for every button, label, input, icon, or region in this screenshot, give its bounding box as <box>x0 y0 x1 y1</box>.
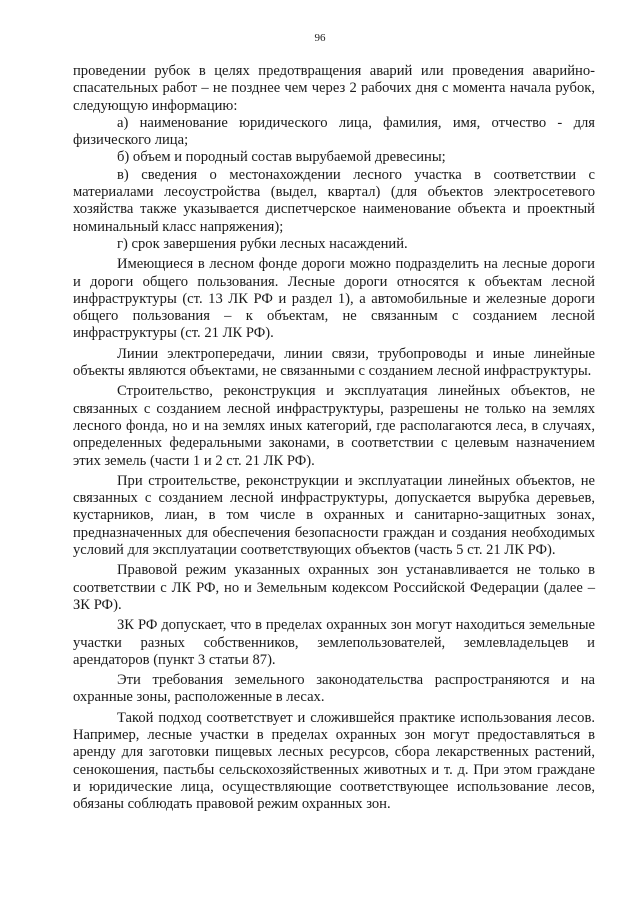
list-item-c: в) сведения о местонахождении лесного участка в соответствии с материалами лесоустройства (выдел, квартал) (для объектов электросетевого хозяйства также указывается диспетчерское наименование объекта и проектный номинальный класс напряжения); <box>73 166 595 235</box>
paragraph-roads: Имеющиеся в лесном фонде дороги можно подразделить на лесные дороги и дороги общего пользования. Лесные дороги относятся к объектам лесной инфраструктуры (ст. 13 ЛК РФ и раздел 1), а автомобильные и железные дороги общего пользования – к объектам, не связанным с созданием лесной инфраструктуры (ст. 21 ЛК РФ). <box>73 256 595 342</box>
list-item-d: г) срок завершения рубки лесных насаждений. <box>117 235 408 252</box>
paragraph-practice: Такой подход соответствует и сложившейся практике использования лесов. Например, лесные участки в пределах охранных зон могут предоставляться в аренду для заготовки пищевых лесных ресурсов, сбора лекарственных растений, сенокошения, пастьбы сельскохозяйственных животных и т. д. При этом граждане и юридические лица, осуществляющие соответствующее использование лесов, обязаны соблюдать правовой режим охранных зон. <box>73 709 595 813</box>
paragraph-continuation: проведении рубок в целях предотвращения аварий или проведения аварийно-спасательных работ – не позднее чем через 2 рабочих дня с момента начала рубок, следующую информацию: <box>73 63 595 114</box>
paragraph-land-code: ЗК РФ допускает, что в пределах охранных зон могут находиться земельные участки разных собственников, землепользователей, землевладельцев и арендаторов (пункт 3 статьи 87). <box>73 617 595 668</box>
page-body <box>73 63 595 813</box>
list-item-b: б) объем и породный состав вырубаемой древесины; <box>117 149 446 166</box>
paragraph-cutting: При строительстве, реконструкции и эксплуатации линейных объектов, не связанных с созданием лесной инфраструктуры, допускается вырубка деревьев, кустарников, лиан, в том числе в охранных и санитарно-защитных зонах, предназначенных для обеспечения безопасности граждан и создания необходимых условий для эксплуатации соответствующих объектов (часть 5 ст. 21 ЛК РФ). <box>73 472 595 559</box>
page-number: 96 <box>314 32 326 44</box>
paragraph-construction: Строительство, реконструкция и эксплуатация линейных объектов, не связанных с созданием лесной инфраструктуры, разрешены не только на землях лесного фонда, но и на землях иных категорий, где располагаются леса, в случаях, определенных федеральными законами, в соответствии с целевым назначением этих земель (части 1 и 2 ст. 21 ЛК РФ). <box>73 383 595 469</box>
paragraph-legal-regime: Правовой режим указанных охранных зон устанавливается не только в соответствии с ЛК РФ, но и Земельным кодексом Российской Федерации (далее – ЗК РФ). <box>73 562 595 613</box>
list-item-a: а) наименование юридического лица, фамилия, имя, отчество - для физического лица; <box>73 114 595 149</box>
paragraph-requirements: Эти требования земельного законодательства распространяются и на охранные зоны, расположенные в лесах. <box>73 672 595 706</box>
paragraph-linear-objects: Линии электропередачи, линии связи, трубопроводы и иные линейные объекты являются объектами, не связанными с созданием лесной инфраструктуры. <box>73 345 595 380</box>
